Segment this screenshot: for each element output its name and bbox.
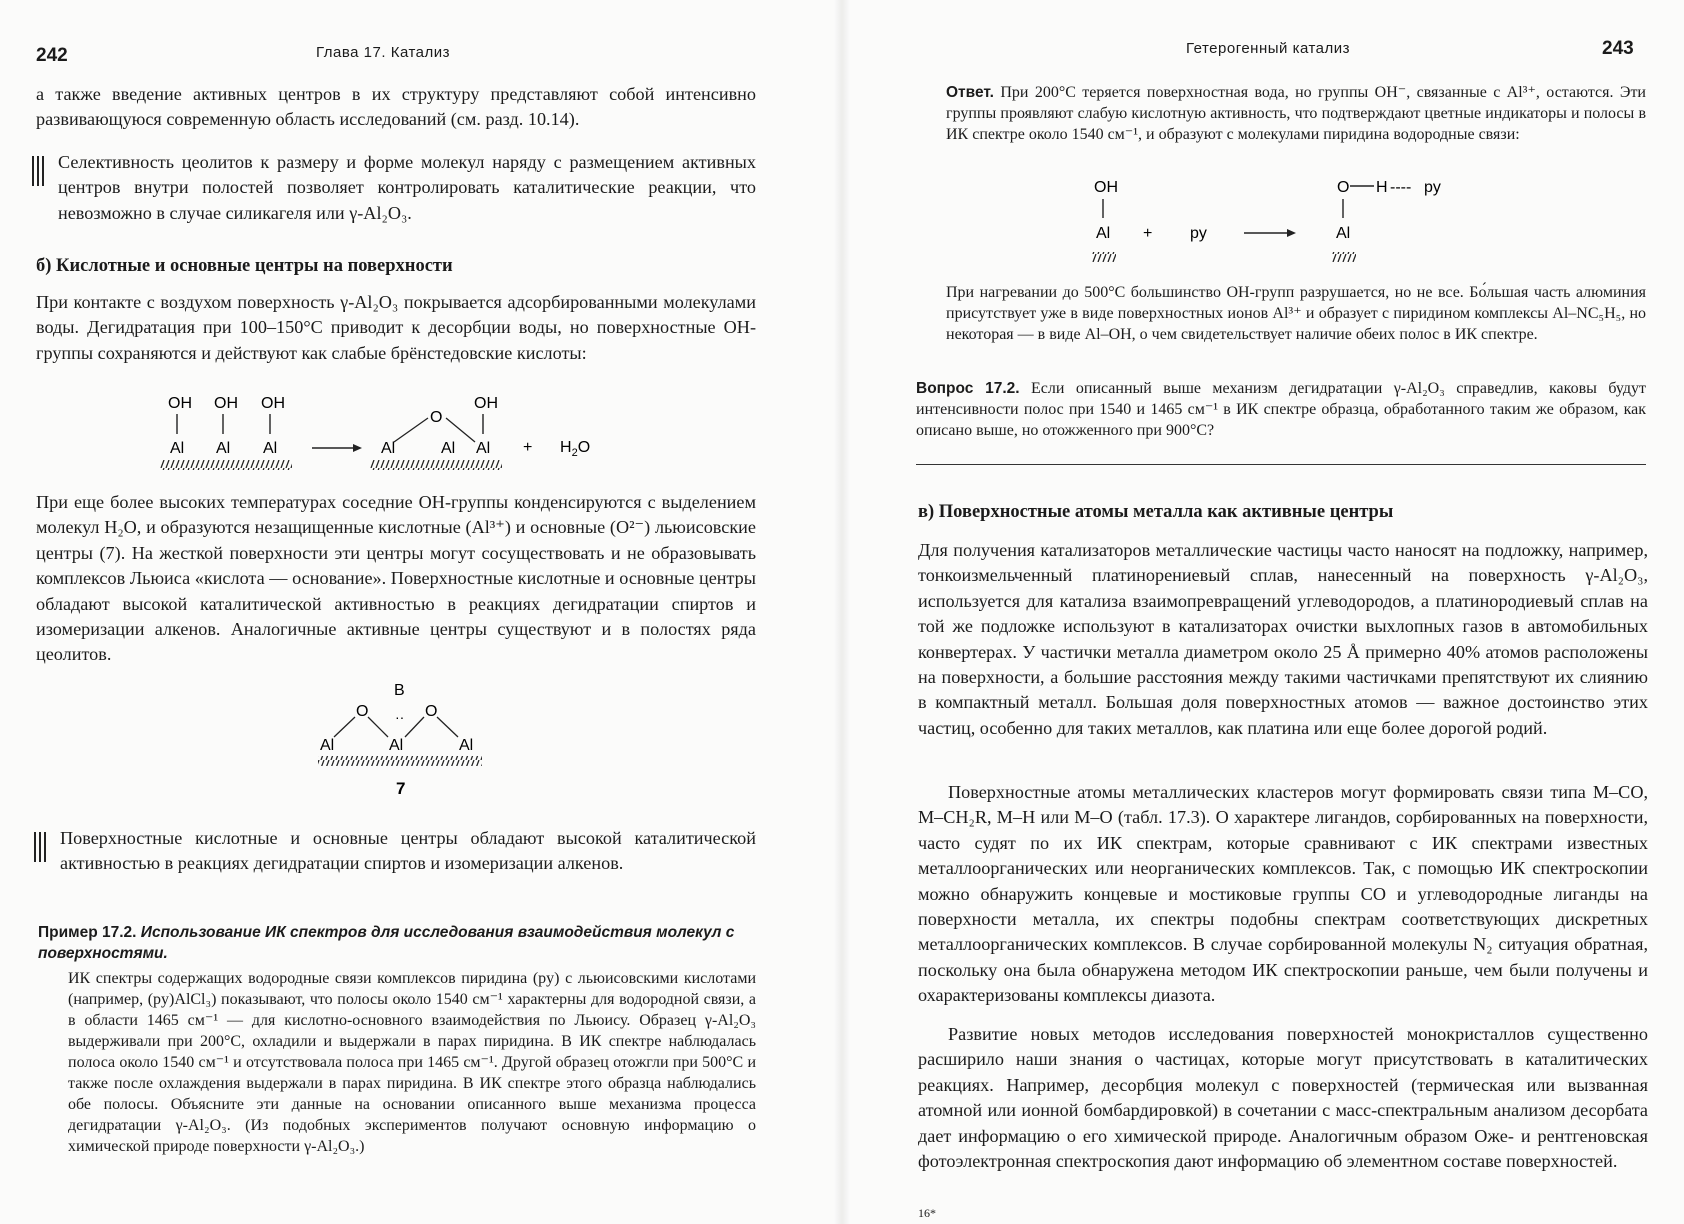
right-para-3: Развитие новых методов исследования поверхностей монокристаллов существенно расширило наши знания о частицах, которые могут присутствовать в каталитических реакциях. Например, десорбция молекул с поверхностей (термическая или вызванная атомной или ионной бомбардировкой) в сочетании с масс-спектральным анализом десорбата дает информацию о его химической природе. Аналогичным образом Оже- и рентгеновская фотоэлектронная спектроскопия дают информацию об элементном составе поверхностей. — [918, 1024, 1648, 1172]
example-label: Пример 17.2. — [38, 924, 137, 941]
o-label: O — [425, 703, 438, 720]
h-label: H — [1376, 179, 1388, 196]
answer-text-2: При нагревании до 500°C большинство OH-групп разрушается, но не все. Бо́льшая часть алюминия присутствует уже в виде поверхностных ионов Al³⁺ и образует с пиридином комплексы Al–NC₅H₅, но некоторая — в виде Al–OH, о чем свидетельствует наличие обеих полос в ИК спектре. — [946, 284, 1646, 343]
right-para-1: Для получения катализаторов металлические частицы часто наносят на подложку, например, тонкоизмельченный платинорениевый сплав, нанесенный на поверхность γ-Al₂O₃, используется для катализа взаимопревращений углеводородов, а платинородиевый сплав на той же подложке используют в катализаторах очистки выхлопных газов в автомобильных конвертерах. У частички металла диаметром около 25 Å примерно 40% атомов расположены на поверхности, а большие расстояния между такими частичками препятствуют их слиянию в компактный металл. Большая доля поверхностных атомов — важное достоинство этих частиц, особенно для таких металлов, как платина или еще более дорогой родий. — [918, 540, 1648, 738]
al-label: Al — [459, 737, 474, 754]
left-para-1: а также введение активных центров в их структуру представляют собой интенсивно развивающуюся современную область исследований (см. разд. 10.14). — [36, 84, 756, 130]
o-label: O — [1337, 179, 1350, 196]
right-page — [842, 0, 1684, 1224]
margin-bars-icon — [32, 150, 58, 226]
left-note-2-text: Поверхностные кислотные и основные центры обладают высокой каталитической активностью в реакциях дегидратации спиртов и изомеризации алкенов. — [60, 828, 756, 874]
left-para-2: При контакте с воздухом поверхность γ-Al₂O₃ покрывается адсорбированными молекулами воды. Дегидратация при 100–150°C приводит к десорбции воды, но поверхностные OH-группы сохраняются и действуют как слабые брёнстедовские кислоты: — [36, 292, 756, 363]
oh-label: OH — [474, 395, 498, 412]
plus-sign: + — [1143, 225, 1153, 242]
structure-number: 7 — [396, 779, 406, 798]
al-label: Al — [381, 440, 396, 457]
question-text: Если описанный выше механизм дегидратации γ-Al₂O₃ справедлив, каковы будут интенсивности полос при 1540 и 1465 см⁻¹ в ИК спектре образца, обработанного таким же образом, как описано выше, но отожженного при 900°C? — [916, 380, 1647, 439]
surface-hatch — [1092, 252, 1116, 262]
al-label: Al — [1096, 225, 1111, 242]
al-label: Al — [263, 440, 278, 457]
scheme-hbond — [1092, 174, 1512, 270]
pyridine-label: py — [1190, 225, 1207, 242]
example-block — [38, 922, 756, 1157]
answer-block — [946, 82, 1646, 145]
o-label: O — [356, 703, 369, 720]
margin-bars-icon — [34, 826, 60, 877]
answer-text: При 200°C теряется поверхностная вода, но группы OH⁻, связанные с Al³⁺, остаются. Эти группы проявляют слабую кислотную активность, что подтверждают цветные индикаторы и полосы в ИК спектре около 1540 см⁻¹, и образуют с молекулами пиридина водородные связи: — [946, 84, 1646, 143]
example-heading — [38, 922, 756, 964]
printer-signature: 16* — [918, 1206, 936, 1220]
hbond-dashes: ---- — [1390, 179, 1412, 196]
left-para-3: При еще более высоких температурах соседние OH-группы конденсируются с выделением молекул H₂O, и образуются незащищенные кислотные (Al³⁺) и основные (O²⁻) льюисовские центры (7). На жесткой поверхности эти центры могут сосуществовать и не образовывать комплексов Льюиса «кислота — основание». Поверхностные кислотные и основные центры обладают высокой каталитической активностью в реакциях дегидратации спиртов и изомеризации алкенов. Аналогичные активные центры существуют и в полостях ряда цеолитов. — [36, 492, 756, 665]
right-page-number: 243 — [1602, 38, 1634, 59]
structure-7 — [310, 680, 490, 800]
al-label: Al — [476, 440, 491, 457]
left-page-number: 242 — [36, 45, 68, 66]
al-label: Al — [320, 737, 335, 754]
left-running-head: Глава 17. Катализ — [316, 44, 451, 61]
al-label: Al — [441, 440, 456, 457]
b-label: B — [394, 682, 405, 699]
plus-sign: + — [523, 439, 533, 456]
oh-label: OH — [261, 395, 285, 412]
svg-text:H2O: $H_2O$ — [560, 439, 591, 459]
question-block — [916, 378, 1646, 441]
al-label: Al — [170, 440, 185, 457]
arrow-icon — [1287, 229, 1296, 237]
oh-label: OH — [168, 395, 192, 412]
left-note-1-text: Селективность цеолитов к размеру и форме молекул наряду с размещением активных центров внутри полостей позволяет контролировать каталитические реакции, что невозможно в случае силикагеля или γ-Al₂O₃. — [58, 152, 756, 223]
scheme-dehydration — [150, 388, 670, 476]
lone-pair-dots: ·· — [395, 709, 405, 725]
surface-hatch — [1332, 252, 1356, 262]
right-para-2: Поверхностные атомы металлических кластеров могут формировать связи типа M–CO, M–CH₂R, M–H или M–O (табл. 17.3). О характере лигандов, сорбированных на поверхности, часто судят по их ИК спектрам, которые сравнивают с ИК спектрами известных металлоорганических или неорганических комплексов. Так, с помощью ИК спектроскопии можно обнаружить концевые и мостиковые группы CO и углеводородные лиганды на поверхности металла, их спектры подобны спектрам соответствующих дискретных металлоорганических комплексов. В случае сорбированной молекулы N₂ ситуация обратная, поскольку она была обнаружена методом ИК спектроскопии раньше, чем были получены и охарактеризованы комплексы диазота. — [918, 782, 1648, 1006]
pyridine-label: py — [1424, 179, 1441, 196]
question-label: Вопрос 17.2. — [916, 380, 1020, 397]
surface-hatch — [318, 756, 482, 766]
left-subhead-b: б) Кислотные и основные центры на поверхности — [36, 256, 453, 276]
oh-label: OH — [214, 395, 238, 412]
section-divider — [916, 464, 1646, 465]
left-note-1 — [32, 150, 756, 226]
right-subhead-v: в) Поверхностные атомы металла как активные центры — [918, 502, 1394, 522]
al-label: Al — [216, 440, 231, 457]
answer-label: Ответ. — [946, 84, 994, 101]
example-text: ИК спектры содержащих водородные связи комплексов пиридина (py) с льюисовскими кислотами (например, (py)AlCl₃) показывают, что полосы около 1540 см⁻¹ характерны для водородной связи, а в области 1465 см⁻¹ — для кислотно-основного взаимодействия по Льюису. Образец γ-Al₂O₃ выдерживали при 200°C, охладили и выдержали в парах пиридина. В ИК спектре наблюдалась полоса около 1540 см⁻¹ и отсутствовала полоса при 1465 см⁻¹. Другой образец отожгли при 500°C и также после охлаждения выдержали в парах пиридина. В ИК спектре этого образца наблюдались обе полосы. Объясните эти данные на основании описанного выше механизма процесса дегидратации γ-Al₂O₃. (Из подобных экспериментов получают основную информацию о химической природе поверхности γ-Al₂O₃.) — [68, 970, 756, 1155]
bridging-o-label: O — [430, 409, 443, 426]
right-running-head: Гетерогенный катализ — [1186, 40, 1351, 57]
left-note-2 — [34, 826, 756, 877]
al-label: Al — [389, 737, 404, 754]
surface-hatch — [370, 460, 502, 470]
example-title: Использование ИК спектров для исследования взаимодействия молекул с поверхностями. — [38, 924, 735, 962]
surface-hatch — [160, 460, 292, 470]
oh-label: OH — [1094, 179, 1118, 196]
arrow-icon — [353, 444, 362, 452]
al-label: Al — [1336, 225, 1351, 242]
